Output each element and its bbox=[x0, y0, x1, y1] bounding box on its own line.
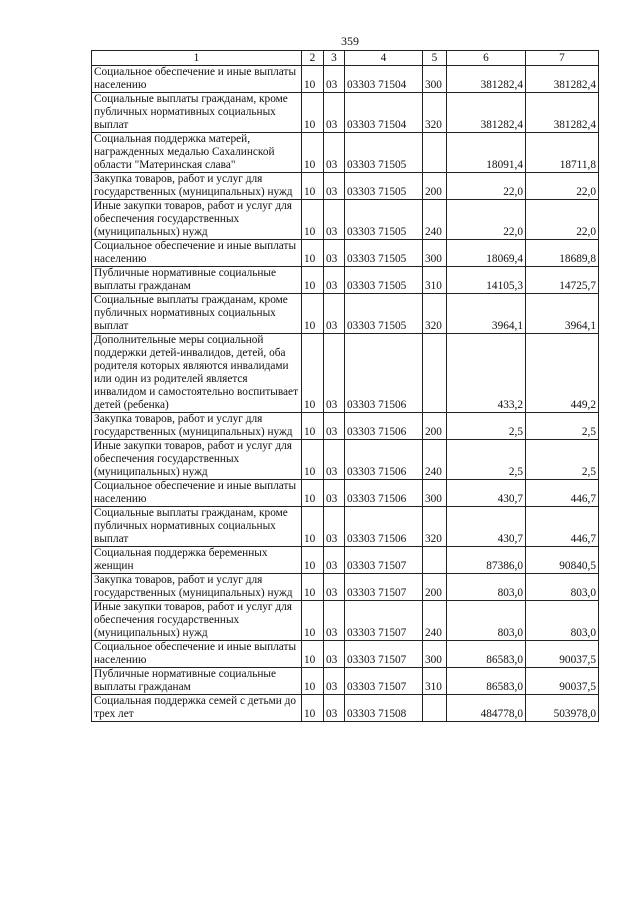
amount-year2-cell: 2,5 bbox=[526, 413, 599, 440]
row-name-cell: Закупка товаров, работ и услуг для государственных (муниципальных) нужд bbox=[92, 173, 302, 200]
table-row bbox=[92, 267, 599, 294]
subsection-code-cell: 03 bbox=[324, 601, 345, 641]
amount-year2-cell: 14725,7 bbox=[526, 267, 599, 294]
section-code-cell: 10 bbox=[302, 480, 324, 507]
row-name-cell: Социальная поддержка матерей, награжденных медалью Сахалинской области "Материнская слава" bbox=[92, 133, 302, 173]
table-row bbox=[92, 641, 599, 668]
column-header: 4 bbox=[345, 51, 423, 66]
amount-year1-cell: 22,0 bbox=[447, 200, 526, 240]
table-row bbox=[92, 440, 599, 480]
target-article-cell: 03303 71505 bbox=[345, 173, 423, 200]
row-name-cell: Дополнительные меры социальной поддержки детей-инвалидов, детей, оба родителя которых являются инвалидами или один из родителей является инвалидом и самостоятельно воспитывает детей (ребенка) bbox=[92, 334, 302, 413]
expense-type-cell: 200 bbox=[423, 574, 447, 601]
column-header: 1 bbox=[92, 51, 302, 66]
expense-type-cell: 300 bbox=[423, 641, 447, 668]
expense-type-cell bbox=[423, 547, 447, 574]
amount-year2-cell: 90037,5 bbox=[526, 668, 599, 695]
row-name-cell: Социальная поддержка семей с детьми до трех лет bbox=[92, 695, 302, 722]
section-code-cell: 10 bbox=[302, 66, 324, 93]
subsection-code-cell: 03 bbox=[324, 695, 345, 722]
expense-type-cell: 320 bbox=[423, 294, 447, 334]
target-article-cell: 03303 71505 bbox=[345, 294, 423, 334]
row-name-cell: Социальное обеспечение и иные выплаты населению bbox=[92, 66, 302, 93]
expense-type-cell: 240 bbox=[423, 200, 447, 240]
section-code-cell: 10 bbox=[302, 413, 324, 440]
section-code-cell: 10 bbox=[302, 641, 324, 668]
section-code-cell: 10 bbox=[302, 267, 324, 294]
subsection-code-cell: 03 bbox=[324, 668, 345, 695]
row-name-cell: Социальная поддержка беременных женщин bbox=[92, 547, 302, 574]
table-row bbox=[92, 240, 599, 267]
expense-type-cell: 200 bbox=[423, 173, 447, 200]
table-body bbox=[92, 66, 599, 722]
row-name-cell: Иные закупки товаров, работ и услуг для обеспечения государственных (муниципальных) нужд bbox=[92, 200, 302, 240]
table-row bbox=[92, 695, 599, 722]
subsection-code-cell: 03 bbox=[324, 267, 345, 294]
section-code-cell: 10 bbox=[302, 601, 324, 641]
column-number-header bbox=[92, 51, 599, 66]
column-header: 5 bbox=[423, 51, 447, 66]
table-row bbox=[92, 200, 599, 240]
target-article-cell: 03303 71505 bbox=[345, 133, 423, 173]
amount-year1-cell: 430,7 bbox=[447, 480, 526, 507]
amount-year1-cell: 2,5 bbox=[447, 413, 526, 440]
amount-year2-cell: 90840,5 bbox=[526, 547, 599, 574]
amount-year1-cell: 86583,0 bbox=[447, 668, 526, 695]
expense-type-cell bbox=[423, 133, 447, 173]
amount-year2-cell: 803,0 bbox=[526, 601, 599, 641]
amount-year2-cell: 2,5 bbox=[526, 440, 599, 480]
table-row bbox=[92, 66, 599, 93]
target-article-cell: 03303 71507 bbox=[345, 574, 423, 601]
target-article-cell: 03303 71507 bbox=[345, 547, 423, 574]
target-article-cell: 03303 71506 bbox=[345, 413, 423, 440]
amount-year2-cell: 22,0 bbox=[526, 173, 599, 200]
table-row bbox=[92, 507, 599, 547]
amount-year2-cell: 22,0 bbox=[526, 200, 599, 240]
row-name-cell: Закупка товаров, работ и услуг для государственных (муниципальных) нужд bbox=[92, 574, 302, 601]
row-name-cell: Социальные выплаты гражданам, кроме публичных нормативных социальных выплат bbox=[92, 93, 302, 133]
target-article-cell: 03303 71505 bbox=[345, 267, 423, 294]
section-code-cell: 10 bbox=[302, 240, 324, 267]
column-header: 6 bbox=[447, 51, 526, 66]
subsection-code-cell: 03 bbox=[324, 93, 345, 133]
target-article-cell: 03303 71506 bbox=[345, 440, 423, 480]
amount-year2-cell: 381282,4 bbox=[526, 66, 599, 93]
table-row bbox=[92, 480, 599, 507]
amount-year1-cell: 803,0 bbox=[447, 574, 526, 601]
subsection-code-cell: 03 bbox=[324, 480, 345, 507]
expense-type-cell: 300 bbox=[423, 66, 447, 93]
amount-year2-cell: 18689,8 bbox=[526, 240, 599, 267]
table-row bbox=[92, 294, 599, 334]
budget-table bbox=[91, 50, 599, 722]
target-article-cell: 03303 71508 bbox=[345, 695, 423, 722]
amount-year1-cell: 433,2 bbox=[447, 334, 526, 413]
expense-type-cell: 300 bbox=[423, 240, 447, 267]
section-code-cell: 10 bbox=[302, 173, 324, 200]
target-article-cell: 03303 71506 bbox=[345, 334, 423, 413]
table-row bbox=[92, 601, 599, 641]
row-name-cell: Социальные выплаты гражданам, кроме публичных нормативных социальных выплат bbox=[92, 507, 302, 547]
table-row bbox=[92, 574, 599, 601]
subsection-code-cell: 03 bbox=[324, 413, 345, 440]
table-row bbox=[92, 173, 599, 200]
page-number: 359 bbox=[341, 34, 359, 48]
table-row bbox=[92, 413, 599, 440]
subsection-code-cell: 03 bbox=[324, 173, 345, 200]
section-code-cell: 10 bbox=[302, 574, 324, 601]
target-article-cell: 03303 71505 bbox=[345, 240, 423, 267]
section-code-cell: 10 bbox=[302, 507, 324, 547]
amount-year1-cell: 22,0 bbox=[447, 173, 526, 200]
subsection-code-cell: 03 bbox=[324, 294, 345, 334]
table-row bbox=[92, 334, 599, 413]
target-article-cell: 03303 71507 bbox=[345, 668, 423, 695]
section-code-cell: 10 bbox=[302, 93, 324, 133]
target-article-cell: 03303 71506 bbox=[345, 507, 423, 547]
amount-year1-cell: 3964,1 bbox=[447, 294, 526, 334]
amount-year2-cell: 446,7 bbox=[526, 507, 599, 547]
subsection-code-cell: 03 bbox=[324, 641, 345, 668]
expense-type-cell: 200 bbox=[423, 413, 447, 440]
subsection-code-cell: 03 bbox=[324, 440, 345, 480]
amount-year1-cell: 430,7 bbox=[447, 507, 526, 547]
column-header: 3 bbox=[324, 51, 345, 66]
subsection-code-cell: 03 bbox=[324, 200, 345, 240]
amount-year2-cell: 18711,8 bbox=[526, 133, 599, 173]
subsection-code-cell: 03 bbox=[324, 334, 345, 413]
expense-type-cell: 310 bbox=[423, 267, 447, 294]
amount-year1-cell: 18091,4 bbox=[447, 133, 526, 173]
amount-year1-cell: 381282,4 bbox=[447, 66, 526, 93]
subsection-code-cell: 03 bbox=[324, 240, 345, 267]
subsection-code-cell: 03 bbox=[324, 547, 345, 574]
amount-year2-cell: 803,0 bbox=[526, 574, 599, 601]
row-name-cell: Иные закупки товаров, работ и услуг для обеспечения государственных (муниципальных) нужд bbox=[92, 601, 302, 641]
amount-year1-cell: 86583,0 bbox=[447, 641, 526, 668]
row-name-cell: Публичные нормативные социальные выплаты гражданам bbox=[92, 267, 302, 294]
expense-type-cell: 240 bbox=[423, 601, 447, 641]
amount-year2-cell: 503978,0 bbox=[526, 695, 599, 722]
table-row bbox=[92, 133, 599, 173]
target-article-cell: 03303 71507 bbox=[345, 601, 423, 641]
column-header: 7 bbox=[526, 51, 599, 66]
section-code-cell: 10 bbox=[302, 668, 324, 695]
amount-year2-cell: 90037,5 bbox=[526, 641, 599, 668]
amount-year1-cell: 381282,4 bbox=[447, 93, 526, 133]
target-article-cell: 03303 71506 bbox=[345, 480, 423, 507]
amount-year2-cell: 3964,1 bbox=[526, 294, 599, 334]
subsection-code-cell: 03 bbox=[324, 66, 345, 93]
amount-year1-cell: 2,5 bbox=[447, 440, 526, 480]
target-article-cell: 03303 71504 bbox=[345, 66, 423, 93]
row-name-cell: Публичные нормативные социальные выплаты гражданам bbox=[92, 668, 302, 695]
section-code-cell: 10 bbox=[302, 695, 324, 722]
subsection-code-cell: 03 bbox=[324, 133, 345, 173]
expense-type-cell bbox=[423, 695, 447, 722]
amount-year2-cell: 449,2 bbox=[526, 334, 599, 413]
row-name-cell: Социальные выплаты гражданам, кроме публичных нормативных социальных выплат bbox=[92, 294, 302, 334]
subsection-code-cell: 03 bbox=[324, 507, 345, 547]
amount-year2-cell: 381282,4 bbox=[526, 93, 599, 133]
amount-year1-cell: 484778,0 bbox=[447, 695, 526, 722]
table-row bbox=[92, 547, 599, 574]
expense-type-cell: 240 bbox=[423, 440, 447, 480]
amount-year1-cell: 803,0 bbox=[447, 601, 526, 641]
column-header: 2 bbox=[302, 51, 324, 66]
row-name-cell: Социальное обеспечение и иные выплаты населению bbox=[92, 240, 302, 267]
subsection-code-cell: 03 bbox=[324, 574, 345, 601]
target-article-cell: 03303 71504 bbox=[345, 93, 423, 133]
expense-type-cell: 320 bbox=[423, 507, 447, 547]
section-code-cell: 10 bbox=[302, 133, 324, 173]
section-code-cell: 10 bbox=[302, 334, 324, 413]
row-name-cell: Иные закупки товаров, работ и услуг для обеспечения государственных (муниципальных) нужд bbox=[92, 440, 302, 480]
target-article-cell: 03303 71505 bbox=[345, 200, 423, 240]
section-code-cell: 10 bbox=[302, 547, 324, 574]
row-name-cell: Социальное обеспечение и иные выплаты населению bbox=[92, 480, 302, 507]
expense-type-cell: 320 bbox=[423, 93, 447, 133]
amount-year1-cell: 18069,4 bbox=[447, 240, 526, 267]
target-article-cell: 03303 71507 bbox=[345, 641, 423, 668]
expense-type-cell: 310 bbox=[423, 668, 447, 695]
expense-type-cell bbox=[423, 334, 447, 413]
section-code-cell: 10 bbox=[302, 440, 324, 480]
row-name-cell: Закупка товаров, работ и услуг для государственных (муниципальных) нужд bbox=[92, 413, 302, 440]
table-row bbox=[92, 93, 599, 133]
row-name-cell: Социальное обеспечение и иные выплаты населению bbox=[92, 641, 302, 668]
amount-year1-cell: 14105,3 bbox=[447, 267, 526, 294]
section-code-cell: 10 bbox=[302, 294, 324, 334]
amount-year2-cell: 446,7 bbox=[526, 480, 599, 507]
table-row bbox=[92, 668, 599, 695]
expense-type-cell: 300 bbox=[423, 480, 447, 507]
amount-year1-cell: 87386,0 bbox=[447, 547, 526, 574]
section-code-cell: 10 bbox=[302, 200, 324, 240]
